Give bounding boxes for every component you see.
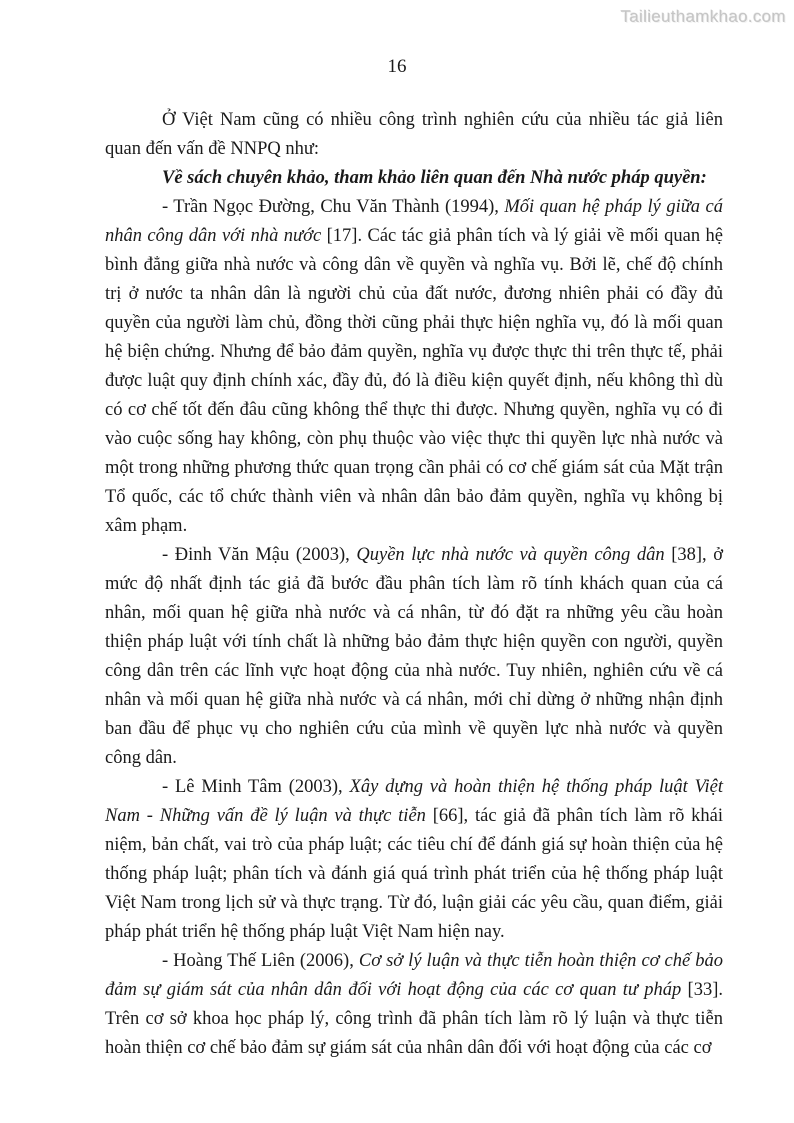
text-segment: [66], tác giả đã phân tích làm rõ khái niệm, bản chất, vai trò của pháp luật; các tiêu chí để đánh giá sự hoàn thiện của hệ thống pháp luật; phân tích và đánh giá quá trình phát triển của hệ thống pháp luật Việt Nam trong lịch sử và thực trạng. Từ đó, luận giải các yêu cầu, quan điểm, giải pháp phát triển hệ thống pháp luật Việt Nam hiện nay. — [105, 806, 723, 942]
document-body — [105, 106, 723, 1063]
paragraph-reference-dinh-van-mau — [105, 541, 723, 773]
paragraph-reference-hoang-the-lien — [105, 947, 723, 1063]
text-segment: Cơ sở lý luận và thực tiễn hoàn thiện cơ chế bảo đảm sự giám sát của nhân dân đối với hoạt động của các cơ quan tư pháp — [105, 951, 723, 1000]
text-segment: [38], ở mức độ nhất định tác giả đã bước đầu phân tích làm rõ tính khách quan của cá nhân, mối quan hệ giữa nhà nước và cá nhân, từ đó đặt ra những yêu cầu hoàn thiện pháp luật với tính chất là những bảo đảm thực hiện quyền con người, quyền công dân trên các lĩnh vực hoạt động của nhà nước. Tuy nhiên, nghiên cứu về cá nhân và mối quan hệ giữa nhà nước và cá nhân, mới chỉ dừng ở những nhận định ban đầu để phục vụ cho nghiên cứu của mình về quyền lực nhà nước và quyền công dân. — [105, 545, 723, 768]
page-number: 16 — [387, 56, 407, 77]
text-segment: - Đinh Văn Mậu (2003), — [162, 545, 357, 565]
section-heading — [105, 164, 723, 193]
text-segment: - Hoàng Thế Liên (2006), — [162, 951, 359, 971]
paragraph-reference-tran-ngoc-duong — [105, 193, 723, 541]
text-segment: Về sách chuyên khảo, tham khảo liên quan đến Nhà nước pháp quyền: — [162, 168, 707, 188]
text-segment: Mối quan hệ pháp lý giữa cá nhân công dân với nhà nước — [105, 197, 723, 246]
text-segment: Ở Việt Nam cũng có nhiều công trình nghiên cứu của nhiều tác giả liên quan đến vấn đề NNPQ như: — [105, 110, 723, 159]
text-segment: [33]. Trên cơ sở khoa học pháp lý, công trình đã phân tích làm rõ lý luận và thực tiễn hoàn thiện cơ chế bảo đảm sự giám sát của nhân dân đối với hoạt động của các cơ — [105, 980, 723, 1058]
text-segment: Xây dựng và hoàn thiện hệ thống pháp luật Việt Nam - Những vấn đề lý luận và thực tiễn — [105, 777, 723, 826]
watermark-text: Tailieuthamkhao.com — [620, 7, 786, 26]
text-segment: - Lê Minh Tâm (2003), — [162, 777, 350, 797]
text-segment: Quyền lực nhà nước và quyền công dân — [356, 545, 665, 565]
paragraph-reference-le-minh-tam — [105, 773, 723, 947]
paragraph-intro — [105, 106, 723, 164]
text-segment: [17]. Các tác giả phân tích và lý giải về mối quan hệ bình đẳng giữa nhà nước và công dân về quyền và nghĩa vụ. Bởi lẽ, chế độ chính trị ở nước ta nhân dân là người chủ của đất nước, đương nhiên phải có đầy đủ quyền của người làm chủ, đồng thời cũng phải thực hiện nghĩa vụ, đó là mối quan hệ biện chứng. Nhưng để bảo đảm quyền, nghĩa vụ được thực thi trên thực tế, phải được luật quy định chính xác, đầy đủ, đó là điều kiện quyết định, nếu không thì dù có cơ chế tốt đến đâu cũng không thể thực thi được. Nhưng quyền, nghĩa vụ có đi vào cuộc sống hay không, còn phụ thuộc vào việc thực thi quyền lực nhà nước và một trong những phương thức quan trọng cần phải có cơ chế giám sát của Mặt trận Tổ quốc, các tổ chức thành viên và nhân dân bảo đảm quyền, nghĩa vụ không bị xâm phạm. — [105, 226, 723, 536]
text-segment: - Trần Ngọc Đường, Chu Văn Thành (1994), — [162, 197, 505, 217]
